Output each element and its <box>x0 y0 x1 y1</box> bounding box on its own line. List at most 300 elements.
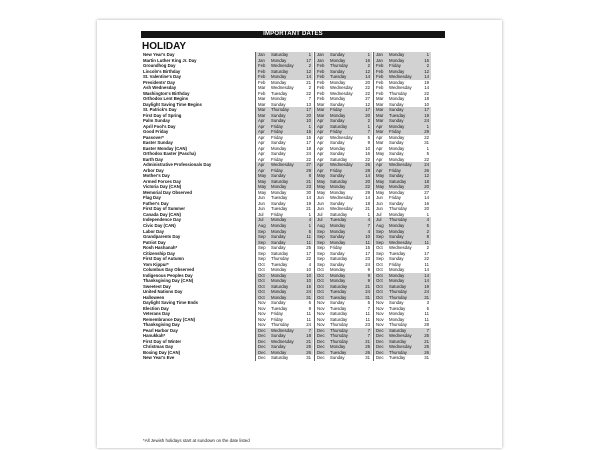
date-day: 29 <box>306 167 311 173</box>
date-weekday: Monday <box>271 217 287 223</box>
date-weekday: Friday <box>389 167 401 173</box>
date-weekday: Tuesday <box>389 305 406 311</box>
date-day: 30 <box>306 189 311 195</box>
date-month: Feb <box>376 74 384 80</box>
date-month: Oct <box>258 289 265 295</box>
date-day: 18 <box>424 96 429 102</box>
date-weekday: Friday <box>330 107 342 113</box>
date-day: 26 <box>424 167 429 173</box>
year-column-1 <box>255 52 313 361</box>
date-weekday: Sunday <box>389 107 404 113</box>
date-month: Nov <box>258 300 266 306</box>
date-weekday: Friday <box>389 261 401 267</box>
date-day: 25 <box>306 344 311 350</box>
date-month: Oct <box>317 289 324 295</box>
date-month: Oct <box>317 294 324 300</box>
date-weekday: Saturday <box>271 68 289 74</box>
date-day: 21 <box>424 338 429 344</box>
date-month: Apr <box>317 151 324 157</box>
date-day: 8 <box>308 305 311 311</box>
date-day: 15 <box>306 283 311 289</box>
date-weekday: Monday <box>330 57 346 63</box>
date-weekday: Sunday <box>271 112 286 118</box>
date-month: Jul <box>317 217 323 223</box>
date-weekday: Monday <box>271 222 287 228</box>
date-weekday: Monday <box>330 272 346 278</box>
date-weekday: Sunday <box>389 300 404 306</box>
date-day: 11 <box>424 316 429 322</box>
date-day: 25 <box>424 344 429 350</box>
date-weekday: Monday <box>389 311 405 317</box>
date-weekday: Monday <box>389 79 405 85</box>
date-day: 6 <box>308 300 311 306</box>
date-weekday: Monday <box>389 57 405 63</box>
date-weekday: Saturday <box>330 311 348 317</box>
date-month: Nov <box>317 305 325 311</box>
date-weekday: Sunday <box>389 200 404 206</box>
date-month: Dec <box>317 355 325 361</box>
date-day: 2 <box>426 228 429 234</box>
date-day: 1 <box>426 52 429 57</box>
date-weekday: Sunday <box>330 118 345 124</box>
date-weekday: Thursday <box>330 327 348 333</box>
date-day: 17 <box>365 250 370 256</box>
holiday-name: Pearl Harbor Day <box>143 327 178 333</box>
holiday-name: Election Day <box>143 305 169 311</box>
date-day: 10 <box>306 272 311 278</box>
date-weekday: Saturday <box>330 211 348 217</box>
date-month: Jan <box>376 57 383 63</box>
date-weekday: Monday <box>271 294 287 300</box>
date-weekday: Monday <box>389 222 405 228</box>
holiday-name: St. Patrick's Day <box>143 107 177 113</box>
date-weekday: Thursday <box>271 322 289 328</box>
date-day: 31 <box>424 355 429 361</box>
date-day: 19 <box>424 112 429 118</box>
date-month: Oct <box>258 283 265 289</box>
date-month: Apr <box>317 167 324 173</box>
date-weekday: Monday <box>271 96 287 102</box>
date-weekday: Sunday <box>330 261 345 267</box>
date-weekday: Monday <box>271 184 287 190</box>
date-day: 12 <box>365 68 370 74</box>
date-weekday: Monday <box>330 222 346 228</box>
date-day: 5 <box>426 151 429 157</box>
date-weekday: Saturday <box>330 178 348 184</box>
date-month: Feb <box>317 85 325 91</box>
date-month: Sep <box>258 234 266 240</box>
date-day: 14 <box>306 74 311 80</box>
important-dates-banner: IMPORTANT DATES <box>141 31 445 38</box>
date-day: 7 <box>367 305 370 311</box>
date-month: Feb <box>376 85 384 91</box>
date-weekday: Monday <box>330 344 346 350</box>
date-weekday: Monday <box>389 145 405 151</box>
date-weekday: Wednesday <box>271 338 294 344</box>
date-day: 8 <box>426 234 429 240</box>
date-weekday: Monday <box>330 184 346 190</box>
date-month: Oct <box>258 272 265 278</box>
date-weekday: Saturday <box>389 283 407 289</box>
date-day: 11 <box>424 261 429 267</box>
date-day: 14 <box>306 195 311 201</box>
date-month: Oct <box>376 278 383 284</box>
date-weekday: Sunday <box>389 140 404 146</box>
date-month: Dec <box>376 344 384 350</box>
date-day: 13 <box>306 101 311 107</box>
date-weekday: Monday <box>389 134 405 140</box>
date-month: Mar <box>376 140 384 146</box>
date-day: 31 <box>365 294 370 300</box>
date-day: 7 <box>367 333 370 339</box>
date-weekday: Friday <box>330 245 342 251</box>
date-weekday: Saturday <box>389 338 407 344</box>
date-day: 24 <box>424 118 429 124</box>
date-day: 7 <box>426 327 429 333</box>
date-weekday: Monday <box>330 267 346 273</box>
date-day: 17 <box>306 107 311 113</box>
date-weekday: Tuesday <box>330 305 347 311</box>
date-day: 31 <box>306 294 311 300</box>
date-month: Feb <box>376 79 384 85</box>
date-day: 5 <box>426 305 429 311</box>
date-day: 5 <box>426 222 429 228</box>
date-month: Apr <box>317 123 324 129</box>
date-day: 24 <box>424 289 429 295</box>
date-weekday: Sunday <box>271 245 286 251</box>
holiday-name: Lincoln's Birthday <box>143 68 181 74</box>
date-weekday: Monday <box>271 79 287 85</box>
date-day: 21 <box>365 206 370 212</box>
date-month: Apr <box>376 162 383 168</box>
date-day: 16 <box>365 151 370 157</box>
date-day: 1 <box>426 123 429 129</box>
date-month: Aug <box>376 222 384 228</box>
holiday-name: Thanksgiving Day <box>143 322 180 328</box>
date-weekday: Thursday <box>389 217 407 223</box>
holiday-name: New Year's Day <box>143 52 175 57</box>
holiday-name: Passover* <box>143 134 164 140</box>
date-day: 1 <box>367 52 370 57</box>
date-weekday: Wednesday <box>330 90 353 96</box>
date-day: 15 <box>306 134 311 140</box>
holiday-name: Civic Day (CAN) <box>143 222 176 228</box>
date-weekday: Tuesday <box>330 289 347 295</box>
date-weekday: Monday <box>389 228 405 234</box>
date-weekday: Sunday <box>330 52 345 57</box>
holiday-name: Orthodox Lent Begins <box>143 96 189 102</box>
holiday-name: Patriot Day <box>143 239 166 245</box>
holiday-name: First Day of Spring <box>143 112 182 118</box>
date-month: Sep <box>317 234 325 240</box>
date-month: Apr <box>258 129 265 135</box>
date-weekday: Sunday <box>271 234 286 240</box>
date-day: 21 <box>365 283 370 289</box>
date-day: 22 <box>424 134 429 140</box>
date-weekday: Friday <box>271 316 283 322</box>
date-weekday: Thursday <box>271 256 289 262</box>
date-month: Dec <box>258 344 266 350</box>
date-month: Sep <box>376 256 384 262</box>
date-day: 10 <box>306 278 311 284</box>
date-day: 9 <box>367 272 370 278</box>
date-day: 7 <box>367 222 370 228</box>
date-month: Jun <box>258 200 265 206</box>
date-day: 7 <box>308 96 311 102</box>
date-month: Oct <box>317 278 324 284</box>
date-day: 27 <box>306 162 311 168</box>
date-weekday: Saturday <box>271 355 289 361</box>
date-month: Jan <box>376 52 383 57</box>
date-month: Nov <box>376 300 384 306</box>
date-month: Dec <box>317 333 325 339</box>
date-month: Jan <box>258 57 265 63</box>
holiday-name: Groundhog Day <box>143 63 176 69</box>
date-weekday: Monday <box>271 349 287 355</box>
date-day: 1 <box>308 123 311 129</box>
date-weekday: Sunday <box>389 101 404 107</box>
date-weekday: Saturday <box>330 283 348 289</box>
date-day: 11 <box>306 316 311 322</box>
date-weekday: Wednesday <box>271 85 294 91</box>
date-day: 17 <box>306 57 311 63</box>
date-day: 7 <box>308 327 311 333</box>
date-month: Jun <box>258 206 265 212</box>
date-month: Oct <box>376 294 383 300</box>
date-day: 14 <box>424 74 429 80</box>
holiday-name: Remembrance Day (CAN) <box>143 316 196 322</box>
date-day: 7 <box>367 129 370 135</box>
date-day: 14 <box>424 85 429 91</box>
date-day: 24 <box>306 289 311 295</box>
date-month: Sep <box>258 256 266 262</box>
date-weekday: Wednesday <box>330 206 353 212</box>
date-day: 11 <box>306 234 311 240</box>
date-weekday: Monday <box>271 278 287 284</box>
date-weekday: Sunday <box>389 173 404 179</box>
date-month: May <box>258 189 267 195</box>
date-day: 14 <box>365 74 370 80</box>
date-month: Sep <box>317 250 325 256</box>
date-weekday: Tuesday <box>271 90 288 96</box>
date-month: Jan <box>317 57 324 63</box>
date-weekday: Monday <box>330 145 346 151</box>
date-month: Jun <box>317 206 324 212</box>
holiday-name: Ash Wednesday <box>143 85 177 91</box>
date-day: 25 <box>365 344 370 350</box>
date-row <box>315 355 372 361</box>
holiday-name: Hanukkah* <box>143 333 166 339</box>
date-day: 12 <box>424 173 429 179</box>
date-weekday: Sunday <box>330 101 345 107</box>
date-month: Feb <box>317 74 325 80</box>
date-month: Apr <box>317 145 324 151</box>
date-weekday: Thursday <box>389 206 407 212</box>
date-day: 8 <box>308 173 311 179</box>
date-day: 17 <box>424 107 429 113</box>
date-month: Sep <box>317 228 325 234</box>
date-weekday: Thursday <box>389 289 407 295</box>
date-weekday: Sunday <box>389 256 404 262</box>
date-day: 11 <box>365 311 370 317</box>
date-month: Dec <box>258 355 266 361</box>
date-month: Jun <box>376 200 383 206</box>
date-month: Sep <box>258 239 266 245</box>
date-month: Apr <box>258 145 265 151</box>
date-month: Apr <box>317 134 324 140</box>
date-day: 24 <box>306 151 311 157</box>
date-month: Sep <box>376 250 384 256</box>
date-month: Mar <box>376 101 384 107</box>
date-weekday: Friday <box>271 211 283 217</box>
date-weekday: Wednesday <box>389 245 412 251</box>
date-day: 26 <box>424 349 429 355</box>
date-day: 11 <box>424 311 429 317</box>
date-day: 17 <box>365 107 370 113</box>
date-day: 14 <box>424 267 429 273</box>
holiday-name: Orthodox Easter (Pascha) <box>143 151 196 157</box>
date-month: Nov <box>317 311 325 317</box>
date-day: 5 <box>308 228 311 234</box>
date-weekday: Monday <box>389 68 405 74</box>
date-month: Apr <box>317 118 324 124</box>
date-day: 26 <box>306 349 311 355</box>
date-month: May <box>258 184 267 190</box>
date-day: 4 <box>426 217 429 223</box>
holiday-name: Citizenship Day <box>143 250 175 256</box>
date-month: Apr <box>317 129 324 135</box>
holiday-name: Armed Forces Day <box>143 178 181 184</box>
date-day: 21 <box>306 79 311 85</box>
date-weekday: Monday <box>389 272 405 278</box>
date-month: Feb <box>258 68 266 74</box>
date-day: 11 <box>365 316 370 322</box>
date-day: 2 <box>308 85 311 91</box>
date-weekday: Monday <box>389 123 405 129</box>
date-month: Jul <box>317 211 323 217</box>
date-day: 18 <box>306 145 311 151</box>
date-weekday: Sunday <box>271 333 286 339</box>
date-month: Feb <box>376 63 384 69</box>
date-day: 25 <box>424 333 429 339</box>
date-weekday: Sunday <box>330 173 345 179</box>
date-month: Jul <box>376 211 382 217</box>
date-day: 21 <box>306 338 311 344</box>
date-month: Apr <box>258 134 265 140</box>
date-weekday: Sunday <box>271 344 286 350</box>
date-weekday: Monday <box>389 211 405 217</box>
date-day: 22 <box>424 256 429 262</box>
holiday-name: Boxing Day (CAN) <box>143 349 181 355</box>
date-weekday: Tuesday <box>330 217 347 223</box>
holiday-name: Administrative Professionals Day <box>143 162 212 168</box>
date-month: Oct <box>258 267 265 273</box>
date-month: Jun <box>376 206 383 212</box>
date-weekday: Friday <box>330 167 342 173</box>
date-weekday: Friday <box>271 134 283 140</box>
date-month: Nov <box>258 322 266 328</box>
date-month: Mar <box>258 96 266 102</box>
date-weekday: Sunday <box>271 140 286 146</box>
date-day: 2 <box>426 63 429 69</box>
date-month: Oct <box>258 261 265 267</box>
date-day: 5 <box>367 134 370 140</box>
date-weekday: Monday <box>330 112 346 118</box>
date-day: 18 <box>365 200 370 206</box>
date-month: Nov <box>376 305 384 311</box>
date-weekday: Sunday <box>330 355 345 361</box>
date-day: 16 <box>365 57 370 63</box>
holiday-name: Palm Sunday <box>143 118 170 124</box>
date-weekday: Wednesday <box>389 162 412 168</box>
date-weekday: Wednesday <box>330 134 353 140</box>
date-month: Mar <box>376 107 384 113</box>
date-month: Feb <box>317 63 325 69</box>
date-weekday: Saturday <box>271 250 289 256</box>
date-weekday: Monday <box>389 156 405 162</box>
date-month: May <box>376 184 385 190</box>
date-day: 22 <box>306 156 311 162</box>
date-month: May <box>376 151 385 157</box>
date-weekday: Monday <box>389 316 405 322</box>
date-day: 26 <box>365 349 370 355</box>
holiday-name: Canada Day (CAN) <box>143 211 181 217</box>
date-weekday: Thursday <box>389 294 407 300</box>
date-month: Sep <box>258 245 266 251</box>
date-month: Dec <box>376 333 384 339</box>
date-weekday: Monday <box>330 278 346 284</box>
date-day: 9 <box>367 267 370 273</box>
date-weekday: Friday <box>271 167 283 173</box>
date-weekday: Sunday <box>389 118 404 124</box>
date-month: Apr <box>317 156 324 162</box>
date-month: Sep <box>376 234 384 240</box>
date-weekday: Sunday <box>330 200 345 206</box>
date-day: 1 <box>308 52 311 57</box>
holiday-name-list <box>143 52 253 361</box>
date-weekday: Wednesday <box>389 239 412 245</box>
date-month: May <box>376 178 385 184</box>
date-day: 11 <box>365 239 370 245</box>
date-weekday: Friday <box>389 195 401 201</box>
date-day: 1 <box>426 211 429 217</box>
date-day: 29 <box>365 189 370 195</box>
date-month: Nov <box>258 305 266 311</box>
date-day: 25 <box>306 245 311 251</box>
date-month: Feb <box>317 79 325 85</box>
date-day: 14 <box>365 195 370 201</box>
holiday-name: Christmas Day <box>143 344 174 350</box>
date-day: 27 <box>365 96 370 102</box>
date-month: Mar <box>258 101 266 107</box>
date-day: 23 <box>365 256 370 262</box>
footnote: *All Jewish holidays start at sundown on the date listed <box>143 438 250 443</box>
date-day: 11 <box>424 239 429 245</box>
date-weekday: Thursday <box>330 322 348 328</box>
date-day: 10 <box>365 234 370 240</box>
date-day: 2 <box>367 118 370 124</box>
holiday-name: First Day of Summer <box>143 206 186 212</box>
date-day: 28 <box>424 322 429 328</box>
date-weekday: Tuesday <box>271 261 288 267</box>
date-month: Sep <box>317 261 325 267</box>
date-day: 20 <box>424 184 429 190</box>
date-month: Nov <box>317 316 325 322</box>
year-column-3 <box>373 52 431 361</box>
date-weekday: Friday <box>271 156 283 162</box>
date-weekday: Sunday <box>330 234 345 240</box>
date-weekday: Thursday <box>389 349 407 355</box>
